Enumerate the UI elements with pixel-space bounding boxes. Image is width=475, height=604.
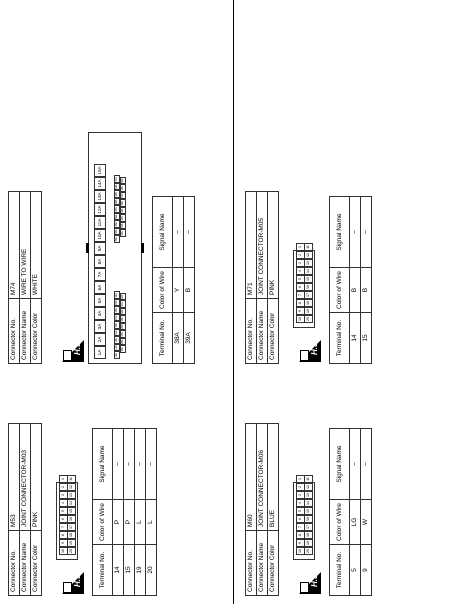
- terminal-pin: 19: [304, 539, 313, 547]
- terminal-pin: 44A: [121, 216, 124, 221]
- terminal-pin: 37A: [115, 207, 118, 212]
- terminal-table: [92, 428, 157, 596]
- terminal-pin: 29A: [121, 317, 124, 322]
- section-divider: [233, 0, 234, 604]
- terminal-pin: 18: [304, 531, 313, 539]
- hs-label: H.S.: [310, 571, 319, 587]
- terminal-pin: 5: [296, 275, 305, 283]
- terminal-pin: 6: [296, 515, 305, 523]
- connector-info-table: [8, 423, 42, 596]
- terminal-pin: 9A: [94, 242, 106, 255]
- terminal-pin: 34A: [115, 229, 118, 234]
- table-cell: P: [124, 500, 135, 545]
- terminal-pin: 24A: [115, 293, 118, 298]
- terminal-pin: 36A: [115, 214, 118, 219]
- terminal-table-m60: [329, 428, 372, 596]
- terminal-pin: 21A: [115, 315, 118, 320]
- terminal-pin: 45A: [121, 208, 124, 213]
- connector-name-label: Connector Name: [20, 299, 31, 364]
- terminal-pin: 23A: [115, 300, 118, 305]
- connector-no-label: Connector No.: [246, 531, 257, 596]
- hs-badge: [299, 340, 321, 362]
- table-cell: B: [184, 268, 195, 313]
- table-cell: –: [350, 197, 361, 268]
- terminal-pin: 6A: [94, 281, 106, 294]
- connector-icon: [300, 350, 309, 361]
- connector-m60: [245, 423, 279, 596]
- terminal-pin: 18A: [115, 338, 118, 343]
- pin-row-bottom: [304, 475, 313, 555]
- terminal-pin: 14: [304, 499, 313, 507]
- terminal-pin: 8A: [94, 255, 106, 268]
- table-row: [361, 429, 372, 596]
- terminal-pin: 47A: [121, 193, 124, 198]
- terminal-pin: 33A: [115, 237, 118, 242]
- connector-name-label: Connector Name: [257, 299, 268, 364]
- connector-color-value: WHITE: [31, 192, 42, 299]
- table-cell: P: [113, 500, 124, 545]
- terminal-pin: 31A: [121, 302, 124, 307]
- pin-row-small-right-bottom: [120, 177, 126, 237]
- column-header: Signal Name: [330, 197, 350, 268]
- terminal-pin: 3A: [94, 320, 106, 333]
- column-header: Color of Wire: [330, 500, 350, 545]
- terminal-pin: 14: [304, 267, 313, 275]
- terminal-pin: 3: [296, 259, 305, 267]
- table-cell: 9: [361, 545, 372, 596]
- hs-label: H.S.: [73, 339, 82, 355]
- terminal-pin: 4: [296, 499, 305, 507]
- column-header: Signal Name: [93, 429, 113, 500]
- terminal-pin: 2: [296, 251, 305, 259]
- table-cell: 20: [146, 545, 157, 596]
- terminal-pin: 12A: [94, 203, 106, 216]
- connector-face: [56, 477, 78, 560]
- table-row: [361, 197, 372, 364]
- connector-no-label: Connector No.: [9, 299, 20, 364]
- table-row: [350, 429, 361, 596]
- terminal-pin: 8: [59, 531, 68, 539]
- table-row: [350, 197, 361, 364]
- table-cell: –: [173, 197, 184, 268]
- terminal-pin: 3: [59, 491, 68, 499]
- connector-key: [86, 243, 89, 253]
- terminal-pin: 2: [296, 483, 305, 491]
- hs-badge: [299, 572, 321, 594]
- table-cell: L: [135, 500, 146, 545]
- table-cell: 15: [361, 313, 372, 364]
- terminal-pin: 1: [59, 475, 68, 483]
- terminal-pin: 1: [296, 243, 305, 251]
- terminal-pin: 1A: [94, 346, 106, 359]
- terminal-pin: 38A: [115, 199, 118, 204]
- terminal-pin: 6: [296, 283, 305, 291]
- table-row: [173, 197, 184, 364]
- connector-m74: [8, 191, 42, 364]
- table-cell: L: [146, 500, 157, 545]
- terminal-pin: 16A: [115, 353, 118, 358]
- hs-label: H.S.: [73, 571, 82, 587]
- connector-color-label: Connector Color: [31, 299, 42, 364]
- hs-badge: [62, 340, 84, 362]
- terminal-pin: 11: [304, 475, 313, 483]
- column-header: Color of Wire: [153, 268, 173, 313]
- terminal-pin: 16: [304, 515, 313, 523]
- table-cell: 14: [350, 313, 361, 364]
- terminal-pin: 17: [67, 523, 76, 531]
- column-header: Signal Name: [330, 429, 350, 500]
- terminal-pin: 49A: [121, 178, 124, 183]
- connector-color-value: BLUE: [268, 424, 279, 531]
- terminal-pin: 12: [304, 483, 313, 491]
- connector-icon: [63, 350, 72, 361]
- column-header: Color of Wire: [330, 268, 350, 313]
- terminal-pin: 32A: [121, 294, 124, 299]
- connector-face: [293, 477, 315, 560]
- terminal-pin: 25A: [121, 347, 124, 352]
- table-cell: LG: [350, 500, 361, 545]
- terminal-pin: 8: [296, 531, 305, 539]
- terminal-pin: 10A: [94, 229, 106, 242]
- terminal-pin: 9: [296, 539, 305, 547]
- terminal-pin: 2A: [94, 333, 106, 346]
- terminal-pin: 20A: [115, 323, 118, 328]
- terminal-pin: 11: [67, 475, 76, 483]
- table-row: [135, 429, 146, 596]
- connector-color-value: PINK: [268, 192, 279, 299]
- connector-no-value: M71: [246, 192, 257, 299]
- terminal-pin: 12: [67, 483, 76, 491]
- connector-info-table: [245, 191, 279, 364]
- column-header: Terminal No.: [153, 313, 173, 364]
- terminal-table: [152, 196, 195, 364]
- terminal-pin: 10: [59, 547, 68, 555]
- connector-face-large: [88, 132, 142, 364]
- connector-name-value: WIRE TO WIRE: [20, 192, 31, 299]
- connector-name-value: JOINT CONNECTOR-M06: [257, 424, 268, 531]
- terminal-pin: 2: [59, 483, 68, 491]
- terminal-pin: 15: [304, 507, 313, 515]
- terminal-pin: 9: [296, 307, 305, 315]
- connector-no-value: M60: [246, 424, 257, 531]
- connector-name-label: Connector Name: [257, 531, 268, 596]
- table-row: [113, 429, 124, 596]
- connector-face: [293, 245, 315, 328]
- table-row: [124, 429, 135, 596]
- terminal-table: [329, 196, 372, 364]
- table-cell: Y: [173, 268, 184, 313]
- connector-color-label: Connector Color: [268, 299, 279, 364]
- table-cell: 5: [350, 545, 361, 596]
- table-cell: –: [361, 197, 372, 268]
- connector-color-value: PINK: [31, 424, 42, 531]
- terminal-pin: 26A: [121, 339, 124, 344]
- column-header: Terminal No.: [93, 545, 113, 596]
- table-cell: –: [124, 429, 135, 500]
- column-header: Signal Name: [153, 197, 173, 268]
- connector-icon: [300, 582, 309, 593]
- pin-row-bottom: [67, 475, 76, 555]
- table-cell: B: [361, 268, 372, 313]
- table-cell: –: [135, 429, 146, 500]
- terminal-pin: 9: [59, 539, 68, 547]
- terminal-pin: 15A: [94, 164, 106, 177]
- terminal-pin: 19: [304, 307, 313, 315]
- terminal-pin: 43A: [121, 223, 124, 228]
- connector-icon: [63, 582, 72, 593]
- connector-color-label: Connector Color: [31, 531, 42, 596]
- terminal-pin: 5: [59, 507, 68, 515]
- terminal-pin: 6: [59, 515, 68, 523]
- terminal-pin: 15: [67, 507, 76, 515]
- terminal-table-m53: [92, 428, 157, 596]
- terminal-pin: 1: [296, 475, 305, 483]
- table-cell: B: [350, 268, 361, 313]
- terminal-pin: 5: [296, 507, 305, 515]
- terminal-pin: 41A: [115, 177, 118, 182]
- terminal-pin: 30A: [121, 309, 124, 314]
- connector-info-table: [245, 423, 279, 596]
- terminal-pin: 39A: [115, 192, 118, 197]
- terminal-pin: 5A: [94, 294, 106, 307]
- terminal-pin: 40A: [115, 184, 118, 189]
- table-cell: 15: [124, 545, 135, 596]
- connector-name-value: JOINT CONNECTOR-M05: [257, 192, 268, 299]
- terminal-pin: 16: [304, 283, 313, 291]
- terminal-pin: 35A: [115, 222, 118, 227]
- terminal-pin: 17A: [115, 345, 118, 350]
- terminal-pin: 18: [304, 299, 313, 307]
- terminal-pin: 4: [59, 499, 68, 507]
- terminal-pin: 4: [296, 267, 305, 275]
- table-cell: –: [184, 197, 195, 268]
- connector-color-label: Connector Color: [268, 531, 279, 596]
- table-cell: –: [146, 429, 157, 500]
- connector-no-label: Connector No.: [246, 299, 257, 364]
- table-row: [184, 197, 195, 364]
- connector-no-value: M53: [9, 424, 20, 531]
- terminal-table: [329, 428, 372, 596]
- terminal-pin: 22A: [115, 308, 118, 313]
- column-header: Terminal No.: [330, 545, 350, 596]
- terminal-pin: 28A: [121, 324, 124, 329]
- terminal-pin: 17: [304, 291, 313, 299]
- terminal-table-m74: [152, 196, 195, 364]
- terminal-pin: 20: [304, 315, 313, 323]
- terminal-pin: 20: [67, 547, 76, 555]
- terminal-pin: 19: [67, 539, 76, 547]
- terminal-pin: 7: [59, 523, 68, 531]
- terminal-pin: 15: [304, 275, 313, 283]
- hs-label: H.S.: [310, 339, 319, 355]
- terminal-pin: 7A: [94, 268, 106, 281]
- terminal-pin: 17: [304, 523, 313, 531]
- terminal-pin: 10: [296, 315, 305, 323]
- terminal-pin: 7: [296, 523, 305, 531]
- terminal-table-m71: [329, 196, 372, 364]
- terminal-pin: 14: [67, 499, 76, 507]
- table-cell: W: [361, 500, 372, 545]
- table-cell: 39A: [184, 313, 195, 364]
- terminal-pin: 19A: [115, 330, 118, 335]
- terminal-pin: 16: [67, 515, 76, 523]
- terminal-pin: 42A: [121, 231, 124, 236]
- terminal-pin: 20: [304, 547, 313, 555]
- pin-row-large: [94, 164, 106, 359]
- connector-name-label: Connector Name: [20, 531, 31, 596]
- terminal-pin: 12: [304, 251, 313, 259]
- terminal-pin: 7: [296, 291, 305, 299]
- terminal-pin: 10: [296, 547, 305, 555]
- table-row: [146, 429, 157, 596]
- connector-name-value: JOINT CONNECTOR-M03: [20, 424, 31, 531]
- column-header: Color of Wire: [93, 500, 113, 545]
- terminal-pin: 13: [67, 491, 76, 499]
- connector-no-value: M74: [9, 192, 20, 299]
- pin-row-bottom: [304, 243, 313, 323]
- terminal-pin: 13A: [94, 190, 106, 203]
- table-cell: 38A: [173, 313, 184, 364]
- terminal-pin: 3: [296, 491, 305, 499]
- connector-key: [141, 243, 144, 253]
- connector-m71: [245, 191, 279, 364]
- column-header: Terminal No.: [330, 313, 350, 364]
- table-cell: –: [113, 429, 124, 500]
- terminal-pin: 48A: [121, 186, 124, 191]
- terminal-pin: 11: [304, 243, 313, 251]
- terminal-pin: 46A: [121, 201, 124, 206]
- terminal-pin: 18: [67, 531, 76, 539]
- terminal-pin: 11A: [94, 216, 106, 229]
- table-cell: –: [350, 429, 361, 500]
- table-cell: –: [361, 429, 372, 500]
- terminal-pin: 13: [304, 491, 313, 499]
- pin-row-small-left-bottom: [120, 293, 126, 353]
- terminal-pin: 4A: [94, 307, 106, 320]
- connector-no-label: Connector No.: [9, 531, 20, 596]
- connector-m53: [8, 423, 42, 596]
- connector-info-table: [8, 191, 42, 364]
- terminal-pin: 13: [304, 259, 313, 267]
- table-cell: 14: [113, 545, 124, 596]
- hs-badge: [62, 572, 84, 594]
- terminal-pin: 14A: [94, 177, 106, 190]
- terminal-pin: 8: [296, 299, 305, 307]
- terminal-pin: 27A: [121, 332, 124, 337]
- table-cell: 19: [135, 545, 146, 596]
